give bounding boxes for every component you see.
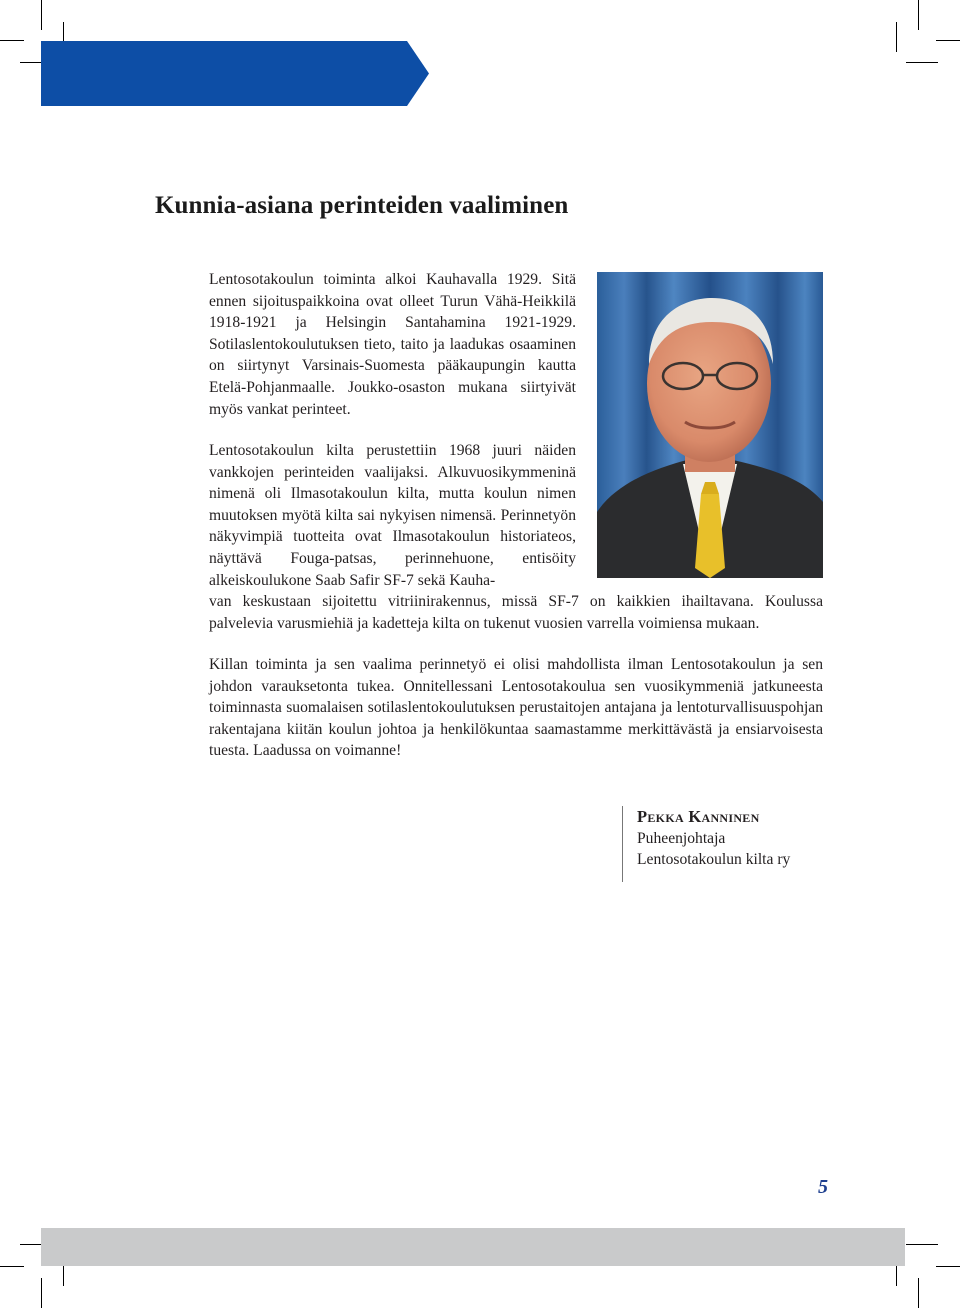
- signature-block: [622, 806, 790, 882]
- page-number: 5: [818, 1176, 828, 1198]
- crop-mark: [896, 22, 897, 52]
- paragraph-history: Lentosotakoulun toiminta alkoi Kauhavalla 1929. Sitä ennen sijoituspaikkoina ovat olleet Turun Vähä-Heikkilä 1918-1921 ja Helsingin Santahamina 1921-1929. Sotilaslentokoulutuksen tieto, taito ja laadukas osaaminen on siirtynyt Varsinais-Suomesta pääkaupungin kautta Etelä-Pohjanmaalle. Joukko-osaston mukana siirtyivät myös vankat perinteet.: [209, 271, 576, 418]
- footer-bar: [41, 1228, 905, 1266]
- crop-mark: [936, 1266, 960, 1267]
- paragraph-guild-intro: Lentosotakoulun kilta perustettiin 1968 juuri näiden vankkojen perinteiden vaalijaksi. Alkuvuosikymmeninä nimenä oli Ilmasotakoulun kilta, mutta koulun nimen muutoksen myötä kilta sai nykyisen nimensä. Perinnetyön näkyvimpiä tuotteita ovat Ilmasotakoulun historiateos, näyttävä Fouga-patsas, perinnehuone, entisöity alkeiskoulukone Saab Safir SF-7 sekä Kauha-: [209, 442, 576, 589]
- crop-mark: [41, 0, 42, 30]
- signature-name: Pekka Kanninen: [637, 807, 760, 826]
- crop-mark: [41, 1278, 42, 1308]
- signature-organization: Lentosotakoulun kilta ry: [637, 851, 791, 868]
- page-title: Kunnia-asiana perinteiden vaaliminen: [155, 192, 569, 219]
- paragraph-thanks: Killan toiminta ja sen vaalima perinnetyö ei olisi mahdollista ilman Lentosotakoulun ja sen johdon varauksetonta tukea. Onnitellessani Lentosotakoulua sen vuosikymmeniä jatkuneesta toiminnasta suomalaisen sotilaslentokoulutuksen perustaitojen antajana ja lentoturvallisuuspohjan rakentajana kiitän koulun johtoa ja henkilökuntaa saamastamme merkittävästä ja ensiarvoisesta tuesta. Laadussa on voimanne!: [209, 656, 823, 760]
- crop-mark: [918, 0, 919, 30]
- signature-role: Puheenjohtaja: [637, 829, 726, 847]
- paragraph-guild-continued: van keskustaan sijoitettu vitriinirakennus, missä SF-7 on kaikkien ihailtavana. Koulussa palvelevia varusmiehiä ja kadetteja kilta on tukenut vuosien varrella voimiensa mukaan.: [209, 593, 823, 632]
- crop-mark: [0, 40, 24, 41]
- crop-mark: [918, 1278, 919, 1308]
- crop-mark: [906, 62, 938, 63]
- portrait-photo: [597, 272, 823, 578]
- crop-mark: [936, 40, 960, 41]
- header-banner: [41, 41, 429, 106]
- crop-mark: [906, 1244, 938, 1245]
- crop-mark: [0, 1266, 24, 1267]
